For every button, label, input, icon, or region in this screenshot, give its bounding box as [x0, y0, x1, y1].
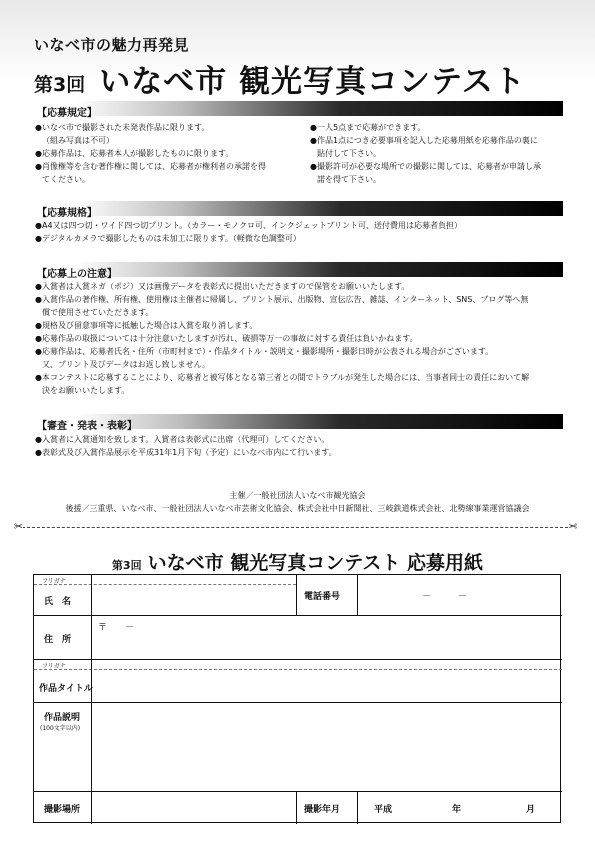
divider [34, 659, 562, 660]
name-label: 氏 名 [44, 597, 72, 607]
divider [357, 575, 358, 615]
rules-item: ●撮影許可が必要な場所での撮影に関しては、応募者が申請し承 [310, 162, 541, 171]
divider [34, 702, 562, 703]
divider [357, 791, 358, 824]
form-title [0, 548, 595, 575]
furigana-label: フリガナ [42, 663, 66, 670]
cut-line [22, 527, 573, 528]
address-value: 〒 － [98, 623, 135, 633]
address-label: 住 所 [44, 635, 72, 645]
divider [296, 575, 297, 615]
rules-item: てください。 [42, 175, 90, 184]
support-text: 後援／三重県、いなべ市、一般社団法人いなべ市芸術文化協会、株式会社中日新聞社、三岐鉄道株式会社、北勢線事業運営協議会 [65, 504, 530, 513]
notes-item: ●応募作品は、応募者氏名・住所（市町村まで）・作品タイトル・説明文・撮影場所・撮影日時が公表される場合がございます。 [35, 347, 494, 356]
page-subtitle: いなべ市の魅力再発見 [34, 36, 190, 54]
notes-item: 決をお願いいたします。 [42, 386, 130, 395]
judging-item: ●表彰式及び入賞作品展示を平成31年1月下旬（予定）にいなべ市内にて行います。 [35, 448, 337, 457]
phone-label: 電話番号 [304, 592, 341, 602]
month-label: 月 [526, 805, 536, 815]
description-note: (100文字以内) [40, 725, 81, 732]
notes-item: 償で使用させていただきます。 [42, 308, 154, 317]
scissors-icon: ✂ [568, 520, 578, 533]
divider [91, 575, 92, 824]
notes-item: 又、プリント及びデータはお返し致しません。 [42, 360, 211, 369]
format-item: ●A4又は四つ切・ワイド四つ切プリント。（カラー・モノクロ可、インクジェットプリント可、送付費用は応募者負担） [35, 221, 463, 230]
section-heading-judging: 【審査・発表・表彰】 [33, 414, 563, 429]
page-title [34, 56, 526, 101]
title-main: いなべ市 観光写真コンテスト [99, 64, 526, 100]
rules-item: ●応募作品は、応募者本人が撮影したものに限ります。 [35, 149, 234, 158]
phone-value: － － [422, 592, 468, 602]
era-label: 平成 [374, 805, 393, 815]
rules-item: ●一人5点まで応募ができます。 [310, 123, 426, 132]
notes-item: ●入賞者は入賞ネガ（ポジ）又は画像データを表彰式に提出いただきますので保管をお願いいたします。 [35, 282, 410, 291]
entry-form [33, 574, 561, 823]
rules-item: 諾を得て下さい。 [317, 175, 381, 184]
rules-item: ●いなべ市で撮影された未発表作品に限ります。 [35, 123, 210, 132]
rules-item: ●作品1点につき必要事項を記入した応募用紙を応募作品の裏に [310, 136, 538, 145]
furigana-label: フリガナ [42, 578, 66, 585]
rules-item: （組み写真は不可） [42, 136, 114, 145]
date-label: 撮影年月 [304, 805, 341, 815]
notes-item: ●入賞作品の著作権、所有権、使用権は主催者に帰属し、プリント展示、出版物、宣伝広告、雑誌、インターネット、SNS、ブログ等へ無 [35, 295, 529, 304]
format-item: ●デジタルカメラで撮影したものは未加工に限ります。（軽微な色調整可） [35, 234, 301, 243]
section-heading-notes: 【応募上の注意】 [33, 262, 563, 277]
location-label: 撮影場所 [44, 805, 81, 815]
divider [34, 669, 562, 670]
section-heading-format: 【応募規格】 [33, 201, 563, 216]
section-heading-rules: 【応募規定】 [33, 101, 563, 116]
rules-item: 貼付して下さい。 [317, 149, 381, 158]
work-title-label: 作品タイトル [39, 684, 93, 694]
divider [296, 791, 297, 824]
judging-item: ●入賞者に入賞通知を致します。入賞者は表彰式に出席（代理可）してください。 [35, 435, 330, 444]
notes-item: ●本コンテストに応募することにより、応募者と被写体となる第三者との間でトラブルが発生した場合には、当事者同士の責任において解 [35, 373, 530, 382]
divider [34, 615, 562, 616]
form-title-main: いなべ市 観光写真コンテスト 応募用紙 [147, 552, 484, 574]
notes-item: ●応募作品の取扱については十分注意いたしますが汚れ、破損等万一の事故に対する責任は負いかねます。 [35, 334, 418, 343]
rules-item: ●肖像権等を含む著作権に関しては、応募者が権利者の承諾を得 [35, 162, 266, 171]
form-title-prefix: 第3回 [111, 559, 142, 572]
scissors-icon: ✂ [14, 520, 24, 533]
host-text: 主催／一般社団法人いなべ市観光協会 [229, 491, 366, 500]
year-label: 年 [452, 805, 462, 815]
divider [34, 584, 296, 585]
description-label: 作品説明 [44, 713, 81, 723]
notes-item: ●規格及び留意事項等に抵触した場合は入賞を取り消します。 [35, 321, 258, 330]
title-prefix: 第3回 [34, 74, 86, 96]
divider [34, 791, 562, 792]
